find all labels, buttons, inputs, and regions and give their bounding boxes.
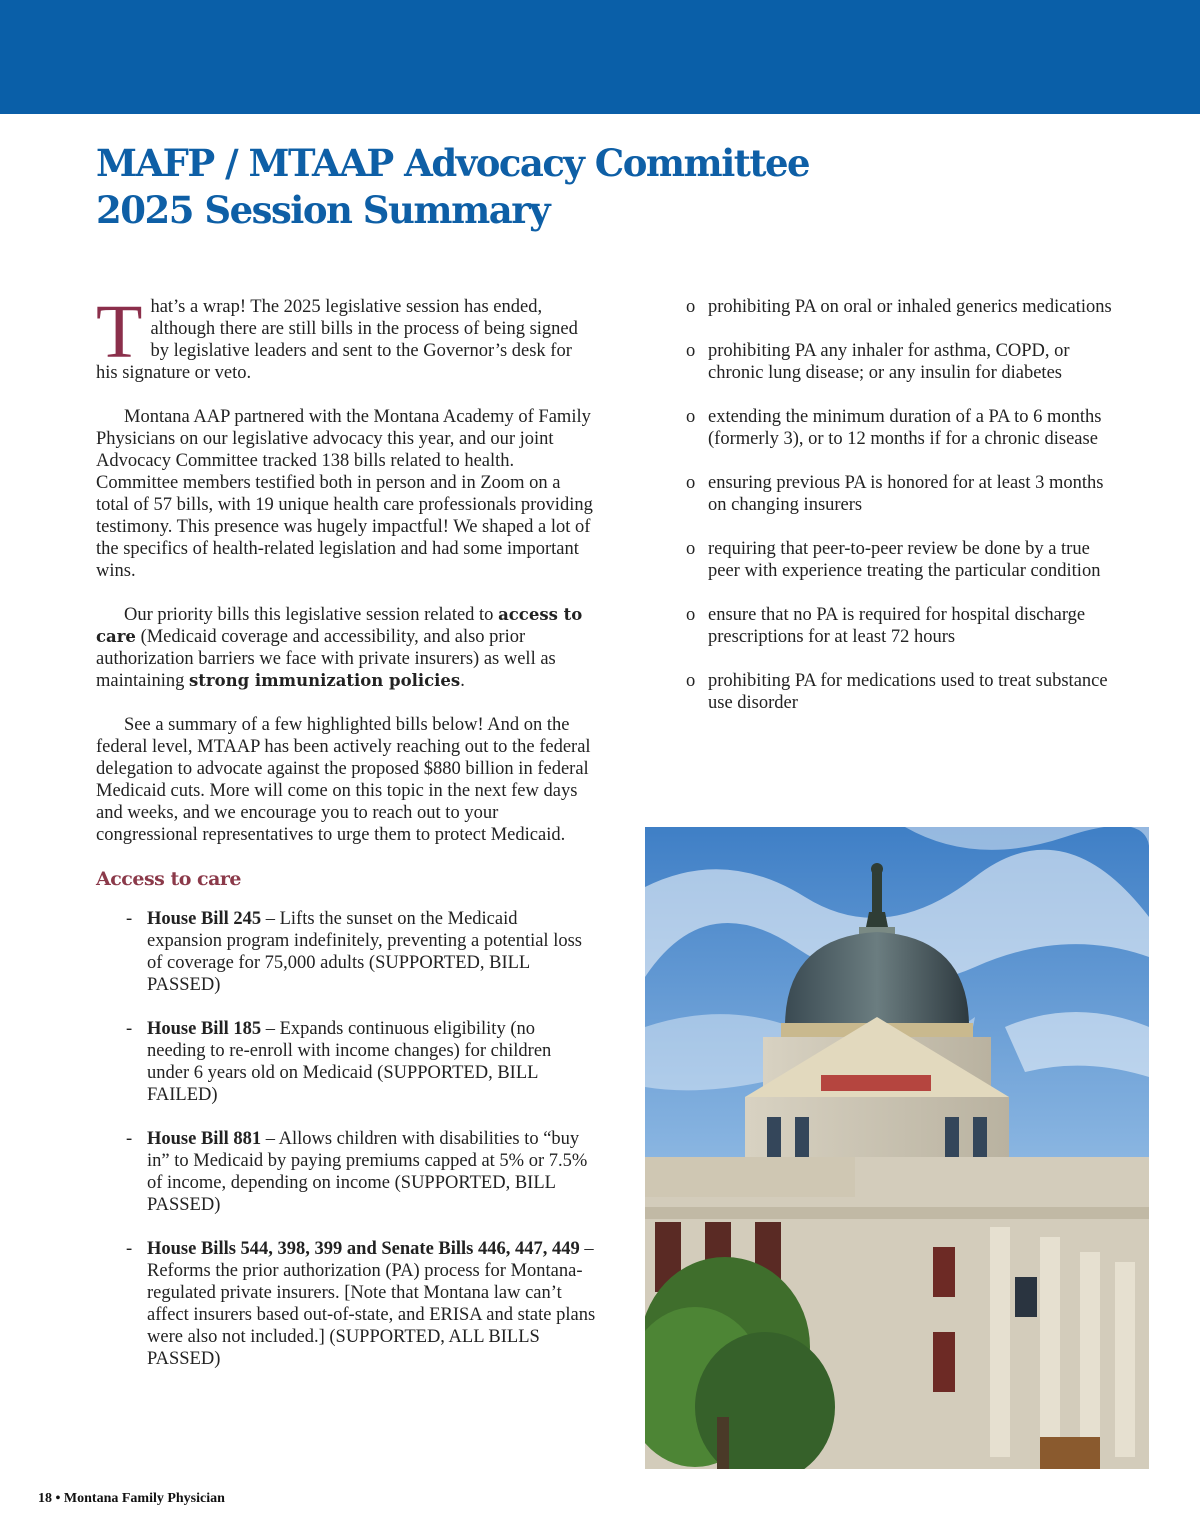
bill-description: – Expands continuous eligibility (no needing to re-enroll with income changes) for children under 6 years old on Medicaid (SUPPORTED, BILL FAILED) bbox=[147, 1019, 552, 1105]
pa-reform-text: prohibiting PA for medications used to treat substance use disorder bbox=[708, 671, 1108, 713]
bill-dash: - bbox=[126, 909, 133, 929]
bill-item bbox=[126, 1238, 596, 1370]
intro-paragraph-1 bbox=[96, 290, 596, 384]
bill-title: House Bill 881 bbox=[147, 1129, 262, 1149]
intro-paragraph-3 bbox=[96, 604, 596, 692]
pa-reform-item bbox=[686, 296, 1126, 318]
p3-bold-immunization: strong immunization policies bbox=[189, 671, 461, 690]
bill-title: House Bills 544, 398, 399 and Senate Bills 446, 447, 449 bbox=[147, 1239, 580, 1259]
pa-reform-text: prohibiting PA on oral or inhaled generics medications bbox=[708, 297, 1112, 317]
pa-reform-text: prohibiting PA any inhaler for asthma, COPD, or chronic lung disease; or any insulin for diabetes bbox=[708, 341, 1070, 383]
bullet-marker: o bbox=[686, 407, 696, 427]
bill-item bbox=[126, 1018, 596, 1106]
pa-reform-item bbox=[686, 670, 1126, 714]
pa-reform-item bbox=[686, 538, 1126, 582]
right-column bbox=[686, 296, 1126, 736]
bill-dash: - bbox=[126, 1019, 133, 1039]
pa-reform-list bbox=[686, 296, 1126, 714]
bullet-marker: o bbox=[686, 605, 696, 625]
pa-reform-item bbox=[686, 604, 1126, 648]
p3-bold-access: access to care bbox=[96, 605, 583, 646]
intro-paragraph-4: See a summary of a few highlighted bills below! And on the federal level, MTAAP has been actively reaching out to the federal delegation to advocate against the proposed $880 billion in federal Medicaid cuts. More will come on this topic in the next few days and weeks, and we encourage you to reach out to your congressional representatives to urge them to protect Medicaid. bbox=[96, 715, 591, 845]
bill-description: – Lifts the sunset on the Medicaid expansion program indefinitely, preventing a potential loss of coverage for 75,000 adults (SUPPORTED, BILL PASSED) bbox=[147, 909, 582, 995]
bill-dash: - bbox=[126, 1239, 133, 1259]
p3-text-a: Our priority bills this legislative session related to bbox=[124, 605, 499, 625]
intro-paragraph-2: Montana AAP partnered with the Montana Academy of Family Physicians on our legislative advocacy this year, and our joint Advocacy Committee tracked 138 bills related to health. Committee members testified both in person and in Zoom on a total of 57 bills, with 19 unique health care professionals providing testimony. This presence was hugely impactful! We shaped a lot of the specifics of health-related legislation and had some important wins. bbox=[96, 407, 593, 581]
bill-description: – Reforms the prior authorization (PA) process for Montana-regulated private insurers. [Note that Montana law can’t affect insurers based out-of-state, and ERISA and state plans were also not included.] (SUPPORTED, ALL BILLS PASSED) bbox=[147, 1239, 596, 1369]
capitol-building-photo bbox=[645, 827, 1149, 1469]
bill-item bbox=[126, 908, 596, 996]
left-column bbox=[96, 290, 596, 1392]
pa-reform-item bbox=[686, 406, 1126, 450]
bullet-marker: o bbox=[686, 671, 696, 691]
intro-paragraph-1-text: hat’s a wrap! The 2025 legislative session has ended, although there are still bills in the process of being signed by legislative leaders and sent to the Governor’s desk for his signature or veto. bbox=[96, 297, 578, 383]
access-to-care-heading: Access to care bbox=[96, 868, 242, 890]
pa-reform-text: ensure that no PA is required for hospital discharge prescriptions for at least 72 hours bbox=[708, 605, 1086, 647]
pa-reform-text: extending the minimum duration of a PA to 6 months (formerly 3), or to 12 months if for a chronic disease bbox=[708, 407, 1102, 449]
p3-text-e: . bbox=[460, 671, 465, 691]
bill-dash: - bbox=[126, 1129, 133, 1149]
bill-description: – Allows children with disabilities to “buy in” to Medicaid by paying premiums capped at 5% or 7.5% of income, depending on income (SUPPORTED, BILL PASSED) bbox=[147, 1129, 588, 1215]
page-title bbox=[96, 140, 996, 234]
bill-list bbox=[96, 908, 596, 1370]
bullet-marker: o bbox=[686, 341, 696, 361]
page-title-line-2: 2025 Session Summary bbox=[96, 188, 550, 232]
bill-title: House Bill 245 bbox=[147, 909, 262, 929]
pa-reform-text: requiring that peer-to-peer review be done by a true peer with experience treating the particular condition bbox=[708, 539, 1101, 581]
top-color-band bbox=[0, 0, 1200, 114]
bill-title: House Bill 185 bbox=[147, 1019, 262, 1039]
page-title-line-1: MAFP / MTAAP Advocacy Committee bbox=[96, 141, 810, 185]
bullet-marker: o bbox=[686, 473, 696, 493]
page-footer: 18 • Montana Family Physician bbox=[38, 1491, 225, 1506]
pa-reform-item bbox=[686, 340, 1126, 384]
drop-cap: T bbox=[96, 290, 143, 374]
bill-item bbox=[126, 1128, 596, 1216]
bullet-marker: o bbox=[686, 297, 696, 317]
pa-reform-item bbox=[686, 472, 1126, 516]
pa-reform-text: ensuring previous PA is honored for at least 3 months on changing insurers bbox=[708, 473, 1104, 515]
bullet-marker: o bbox=[686, 539, 696, 559]
p3-text-c: (Medicaid coverage and accessibility, and also prior authorization barriers we face with private insurers) as well as maintaining bbox=[96, 627, 556, 691]
